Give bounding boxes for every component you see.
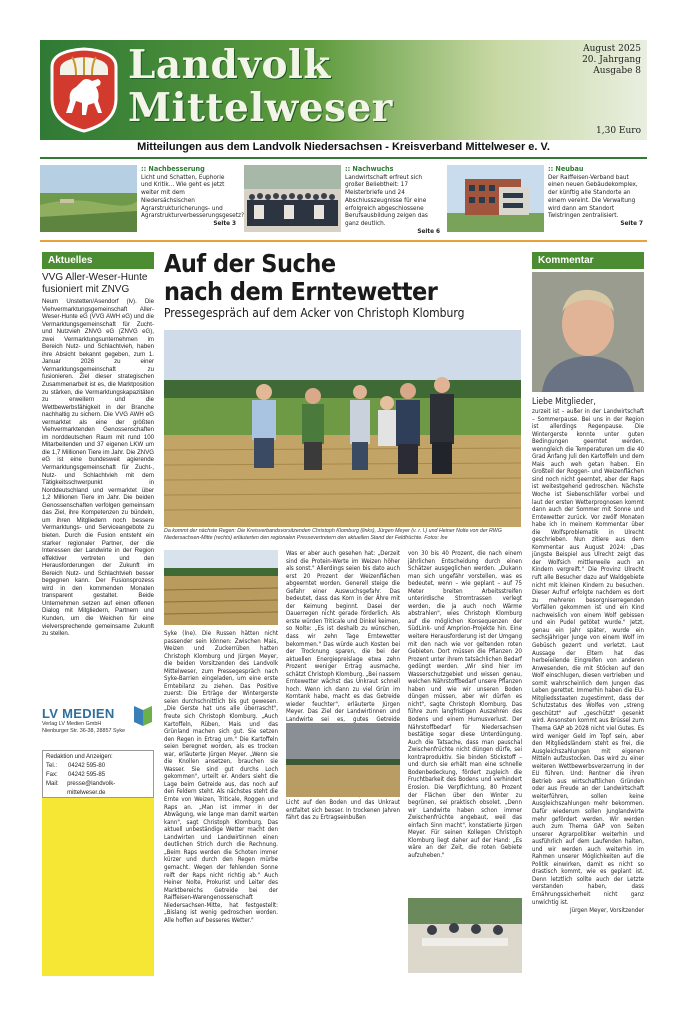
divider: [40, 157, 647, 159]
kommentar-body: zurzeit ist – außer in der Landwirtschaft – Sommerpause. Bei uns in der Region ist allerdings Regenpause. Die Wintergerste konnte unter guten Bedingungen geerntet werden, wenngleich die Temperaturen um die 40 Grad Anfang Juli den Kartoffeln und dem Mais auch weh getan haben. Ein Großteil der Roggen- und Weizenflächen sind noch nicht geerntet, aber der Raps ist weitestgehend gedroschen. Nächste Woche ist Siebenschläfer vorbei und laut der ersten Wetterprognosen kommt dann auch der Sommer mit Sonne und Erntewetter zurück. Vor zwölf Monaten habe ich in meinem Kommentar über die Wolfsproblematik in Ulrecht geschrieben. Nun zitiere aus dem Kommentar aus August 2024: „Das jüngste Beispiel aus Ulrecht zeigt das der Wolfsich mittlerweile auch an Kindern vergreift." Die Provinz Ulrecht ruft alle Besucher dazu auf Waldgebiete nicht mit kleinen Kindern zu besuchen. Dieser Aufruf erfolgte nachdem es dort zu mehreren besorgniserregenden Vorfällen gekommen ist und ein Kind nachweislich von einem Wolf gebissen und ein Pudel getötet wurde." Jetzt, genau ein Jahr später, wurde ein sechsjähriger Junge von einem Wolf im Gebüsch gezerrt und verletzt. Laut Aussage der Eltern hat das herbeieilende Eingreifen von anderen Anwesenden, die mit Stöcken auf den Wolf einschlugen, diesen vertrieben und somit wahrscheinlich dem Jungen das Leben gerettet. Immerhin haben die EU-Mitgliedsstaaten zugestimmt, dass der Schutzstatus des Wolfes von „streng geschützt" auf „geschützt" gesenkt wird. Ansonsten kommt aus Brüssel zum Thema GAP ab 2028 nicht viel Gutes. Es wird weniger Geld im Topf sein, aber den Mitgliedsländern steht es frei, die Ausgleichszahlungen mit eigenen Mitteln aufzustocken. Das wird zu einer weiteren Wettbewerbsverzerrung in der EU führen. Und: Rentner die ihren Betrieb aus wirtschaftlichen Gründen oder aus Freude an der Landwirtschaft weiterführen, sollen keine Ausgleichszahlungen mehr bekommen. Dafür wiederum sollen Junglandwirte mehr gefördert werden. Wir werden auch zum Thema GAP von Seiten unserer Agrarpolitiker weiterhin und ausführlich auf dem Laufenden halten, und wir werden auch weiterhin im Rahmen unserer Möglichkeiten auf die Politik einwirken, damit es nicht so drastisch kommt, wie es geplant ist. Denn letztlich sollte auch der Letzte verstanden haben, dass Ernährungssicherheit nicht ganz unwichtig ist.: [532, 408, 644, 906]
article-title-line-1: Auf der Suche: [164, 249, 336, 278]
title-line-2: Mittelweser: [128, 85, 393, 131]
article-column-1: Syke (lne). Die Russen hätten nicht passender sein können: Zwischen Mais, Weizen und Zuckerrüben hatten Christoph Klomburg und Jürgen Meyer, die beiden Vorsitzenden des Landvolk Mittelweser, zum Pressegespräch nach Syke-Barrien eingeladen, um eine erste Erntebilanz zu ziehen. Das Positive zuerst: Die Erträge der Wintergerste seien durchschnittlich bis gut gewesen. „Die Gerste hat uns alle überrascht", freute sich Christoph Klomburg. „Auch Kartoffeln, Rüben, Mais und das Grünland machen sich gut. Sie setzen den Regen in Ertrag um." Die Kartoffeln seien beregnet worden, als es trocken war, erläuterte Jürgen Meyer. „Wenn sie die Knollen ansetzen, brauchen sie Wasser. Sie sind gut durchs Loch gekommen", urteilt er. Anders sieht die Lage beim Getreide aus, das noch auf den Feldern steht. Als nächstes steht die Ernte von Weizen, Triticale, Roggen und Raps an. „Man ist immer in der Abwägung, wie lange man damit warten kann", sagt Christoph Klomburg. Das aktuell unbeständige Wetter macht den Landwirten und Landwirtinnen einen deutlichen Strich durch die Rechnung. „Beim Raps werden die Schoten immer kürzer und durch den Regen mürbe gemacht. Wegen der fehlenden Sonne reift der Raps nicht richtig ab." Auch Heiner Nolte, Prokurist und Leiter des Marktbereichs Getreide bei der Raiffeisen-Warengenossenschaft Niedersachsen-Mitte, hat festgestellt: „Bislang ist wenig gedroschen worden. Alle hoffen auf besseres Wetter.": [164, 630, 278, 924]
landvolk-horse-logo: [48, 45, 120, 133]
kommentar-greeting: Liebe Mitglieder,: [532, 397, 596, 407]
teaser-heading: :: Neubau: [548, 164, 584, 173]
article-column-3: [408, 550, 522, 894]
article-column-3-text: von 30 bis 40 Prozent, die nach einem jährlichen Entscheidung durch einen Schätzer ausgeglichen werden. „Dukann man sich ungefähr vorstellen, was es bedeutet, wenn – wie geplant – auf 75 Meter breiten Arbeitsstreifen unterirdische Stromtrassen verlegt werden, die ja auch noch Wärme abstrahlen", wies Christoph Klomburg auf die möglichen Konsequenzen der SüdLink- und Amprion-Projekte hin. Eine weitere Herausforderung ist der Umgang mit den nach wie vor geltenden roten Gebieten. Dort müssen die Pflanzen 20 Prozent unter ihrem tatsächlichen Bedarf gedüngt werden. „Wir sind hier im Wasserschutzgebiet und wissen genau, welchen Nährstoffbedarf unsere Pflanzen haben und wie wir unseren Boden düngen müssen, aber wir dürfen es nicht", sagte Christoph Klomburg. Das führe zum langfristigen Auszehren des Bodens und einem Humusverlust. Der Nährstoffbedarf für Niedersachsen bestätige sogar diese Unterdüngung. Auch die Tatsache, dass man pauschal Zwischenfrüchte nicht düngen dürfe, sei kontraproduktiv. Sie binden Stickstoff – und durch sie erhält man eine schnelle Bodenbedeckung, fördert zugleich die Fruchtbarkeit des Bodens und verhindert Erosion. Die Verpflichtung, 80 Prozent der Flächen über den Winter zu begrünen, sei praktisch obsolet. „Denn wir Landwirte haben schon immer Zwischenfrüchte angebaut, weil das einfach Sinn macht", konstatierte Jürgen Meyer. Für seinen Kollegen Christoph Klomburg liegt daher auf der Hand: „Es wäre an der Zeit, die roten Gebiete aufzuheben.": [408, 550, 522, 859]
publisher-address: Nienburger Str. 36-38, 28857 Syke: [42, 728, 126, 734]
issue-info: [582, 44, 641, 77]
field-group-photo: [164, 330, 521, 527]
issue-date: August 2025: [583, 44, 641, 54]
masthead: [40, 40, 647, 140]
masthead-subtitle: Mitteilungen aus dem Landvolk Niedersachsen - Kreisverband Mittelweser e. V.: [137, 141, 550, 153]
teaser-nachbesserung[interactable]: [40, 164, 245, 235]
teaser-neubau[interactable]: [447, 165, 647, 235]
issue-number: Ausgabe 8: [593, 66, 641, 76]
building-photo: [447, 165, 544, 232]
tel-value[interactable]: 04242 595-80: [68, 763, 106, 769]
kommentar-signature: Jürgen Meyer, Vorsitzender: [569, 907, 644, 915]
teaser-heading: :: Nachwuchs: [345, 164, 394, 173]
group-photo: [244, 165, 341, 232]
tel-label: Tel.:: [46, 763, 58, 769]
fax-label: Fax:: [46, 772, 58, 778]
teaser-nachwuchs[interactable]: [244, 165, 444, 235]
teaser-text: Landwirtschaft erfreut sich großer Beliebtheit: 17 Meisterbriefe und 24 Abschlusszeugnisse für eine erfolgreich abgeschlossene Berufsausbildung zeigen das ganz deutlich.: [345, 172, 428, 227]
landscape-photo: [40, 165, 137, 232]
contact-box: [42, 750, 154, 798]
issue-year: 20. Jahrgang: [582, 55, 641, 65]
publisher-mark-icon: [134, 706, 152, 726]
price: 1,30 Euro: [596, 126, 641, 136]
article-title-line-2: nach dem Erntewetter: [164, 277, 438, 306]
author-portrait: [532, 272, 644, 392]
wheat-field-photo: [164, 550, 278, 625]
article-title: [164, 250, 437, 306]
contact-title: Redaktion und Anzeigen:: [46, 754, 113, 760]
divider: [40, 240, 647, 242]
teaser-text: Licht und Schatten, Euphorie und Kritik... Wie geht es jetzt weiter mit dem Niedersächsischen Agrarstrukturicherungs- und Agrarstrukturverbesserungsgesetz?: [141, 172, 245, 220]
rain-field-photo: [286, 723, 400, 797]
teaser-heading: :: Nachbesserung: [141, 164, 205, 173]
section-label-kommentar: Kommentar: [532, 252, 644, 269]
mail-label: Mail:: [46, 781, 59, 787]
ad-space: [42, 798, 154, 976]
aktuelles-body: Neum Unstetten/Asendorf (lv). Die Viehvermarktungsgemeinschaft Aller-Weser-Hunte eG (VVG AWH eG) und die Vermarktungsgemeinschaft für Zucht- und Nutzvieh ZNVG eG (ZNVG eG), zwei Vermarktungsunternehmen im Bereich Nutz- und Schlachtvieh, haben ihre Absicht bekannt gegeben, zum 1. Januar 2026 zu einer Vermarktungsgemeinschaft zu fusionieren. Ziel dieser strategischen Zusammenarbeit ist es, die Marktposition zu stärken, die Vermarktungskapazitäten zu erweitern und die Wettbewerbsfähigkeit in der Branche nachhaltig zu sichern. Die VVG AWH eG vermarktet als eine der größten Viehvermarktenden Genossenschaften im norddeutschen Raum mit rund 100 Mitarbeitenden und 37 eigenen LKW um die 1,7 Millionen Tiere im Jahr. Die ZNVG eG ist eine bundesweit agierende Vermarktungsgemeinschaft für Zucht-, Nutz- und Schlachtvieh mit dem Tätigkeitsschwerpunkt in Norddeutschland und vermarktet über 1,2 Millionen Tiere im Jahr. Die beiden Genossenschaften verfolgen gemeinsam das Ziel, ihre Kompetenzen zu bündeln, um ihren Mitgliedern noch bessere Vermarktungs- und Serviceangebote zu bieten. Durch die Fusion entsteht ein starker regionaler Partner, der die Interessen der Landwirte in der Region effektiver vertreten und den Herausforderungen der Zukunft im Bereich Nutz- und Schlachtvieh besser begegnen kann. Der Fusionsprozess wird in den kommenden Monaten transparent gestaltet. Beide Unternehmen setzen auf einen offenen Dialog mit Mitgliedern, Partnern und Kunden, um die Weichen für eine vielversprechende gemeinsame Zukunft zu stellen.: [42, 298, 154, 638]
aktuelles-headline: VVG Aller-Weser-Hunte fusioniert mit ZNVG: [42, 272, 148, 295]
masthead-title: [128, 44, 393, 130]
section-label-aktuelles: Aktuelles: [42, 252, 154, 269]
title-line-1: Landvolk: [128, 42, 331, 88]
article-subtitle: Pressegespräch auf dem Acker von Christoph Klomburg: [164, 306, 465, 320]
teaser-page-ref: Seite 7: [620, 218, 643, 227]
teaser-text: Der Raiffeisen-Verband baut einen neuen Gebäudekomplex, der künftig alle Standorte an einem vereint. Die Verwaltung wird dann am Standort Twistringen zentralisiert.: [548, 172, 638, 220]
publisher-name: Verlag LV Medien GmbH: [42, 721, 102, 727]
kommentar-text: [532, 397, 644, 915]
publisher-block: [42, 706, 154, 751]
teaser-page-ref: Seite 3: [213, 218, 236, 227]
mail-link[interactable]: presse@landvolk-mittelweser.de: [67, 781, 116, 796]
fax-value: 04242 595-85: [68, 772, 106, 778]
photo-caption: Da kommt der nächste Regen: Die Kreisverbandsvorsitzenden Christoph Klomburg (links), Jürgen Meyer (v. r. l.) und Heiner Nolte von der RWG Niedersachsen-Mitte (rechts) erläuterten den regionalen Pressevertretern den aktuellen Stand der Feldfrüchte. Fotos: lne: [164, 528, 502, 541]
aktuelles-article: [42, 272, 154, 638]
article-column-2-text: Was er aber auch gesehen hat: „Derzeit sind die Protein-Werte im Weizen höher als sonst." Allerdings seien bis dato auch erst 20 Prozent der Weizenflächen abgeerntet worden. Generell steige die Gefahr einer Auswuchsgefahr. Das bedeutet, dass das Korn in der Ähre mit der Keimung beginnt. Dasei der Dauerregen nicht gerade förderlich. Als erste würden Triticale und Dinkel keimen, so Nolte: „Es ist deshalb zu wünschen, dass wir zehn Tage Erntewetter bekommen." Das würde auch Kosten bei der Trocknung sparen, die bei der aktuellen Energiepreislage etwa zehn Prozent weniger Ertrag ausmache, schätzt Christoph Klomburg. „Bei nassem Erntewetter wächst das Unkraut schnell hoch. Wenn ich dann zu viel Grün im Korntank habe, macht es das Getreide wieder feuchter", erläuterte Jürgen Meyer. Das Ziel der Landwirtinnen und Landwirte sei es, gutes Getreide Licht auf den Boden und das Unkraut entfaltet sich besser. In trockenen Jahren fährt das zu Ertragseinbußen: [286, 550, 400, 822]
table-meeting-photo: [408, 898, 522, 973]
teaser-page-ref: Seite 6: [417, 226, 440, 235]
lv-medien-logo: LV MEDIEN: [42, 706, 115, 721]
